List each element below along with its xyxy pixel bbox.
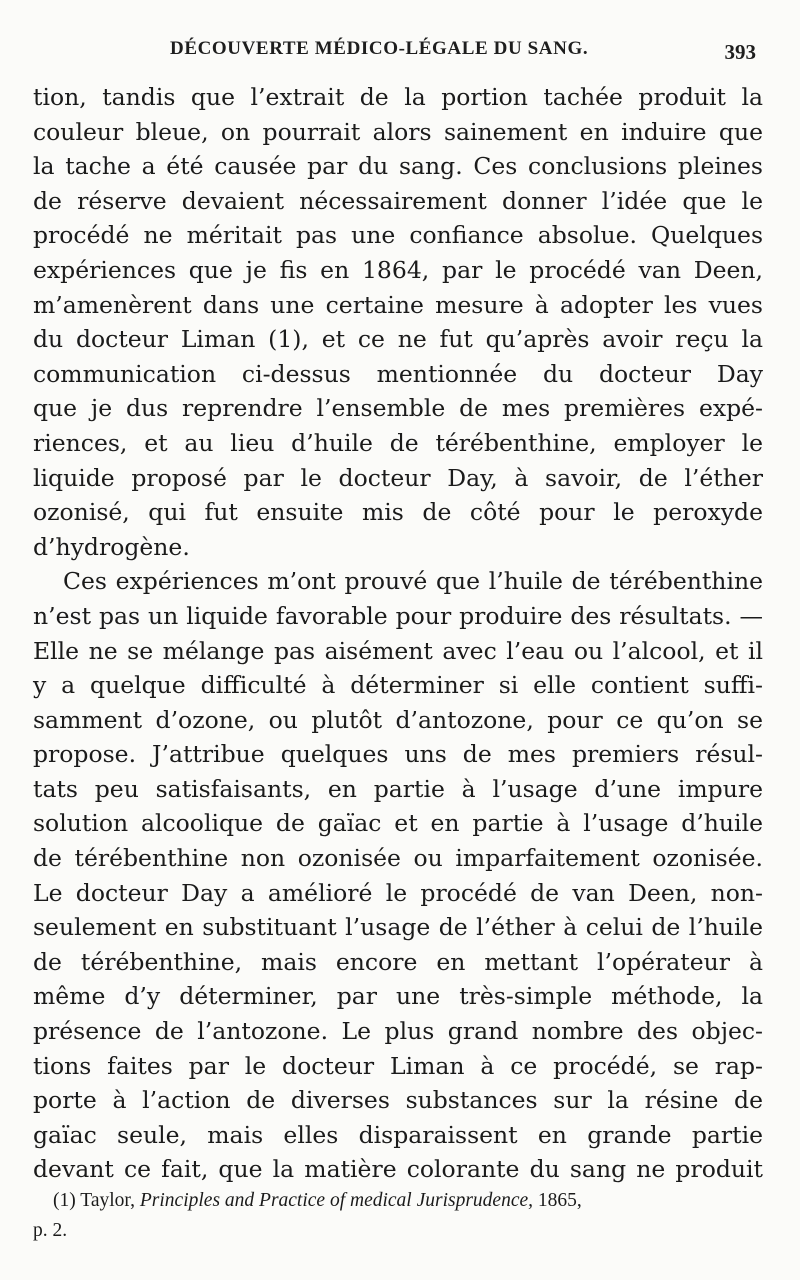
footnote-author: Taylor,	[80, 1190, 135, 1211]
footnote-line	[33, 1186, 753, 1216]
text-line: seulement en substituant l’usage de l’éther à celui de l’huile	[33, 913, 763, 942]
text-line: que je dus reprendre l’ensemble de mes premières expé-	[33, 394, 763, 423]
running-head: DÉCOUVERTE MÉDICO-LÉGALE DU SANG.	[170, 38, 589, 59]
text-line: couleur bleue, on pourrait alors sainement en induire que	[33, 117, 763, 146]
body-text	[33, 80, 763, 1187]
text-line: tions faites par le docteur Liman à ce procédé, se rap-	[33, 1051, 763, 1080]
text-line: Ces expériences m’ont prouvé que l’huile de térébenthine	[63, 567, 763, 596]
footnote-marker: (1)	[53, 1190, 76, 1211]
footnote-line	[33, 1216, 753, 1246]
text-line: Elle ne se mélange pas aisément avec l’eau ou l’alcool, et il	[33, 636, 763, 665]
page-number: 393	[724, 40, 756, 64]
footnote-title: Principles and Practice of medical Jurisprudence,	[139, 1190, 534, 1211]
text-line: procédé ne méritait pas une confiance absolue. Quelques	[33, 221, 763, 250]
text-line: présence de l’antozone. Le plus grand nombre des objec-	[33, 1017, 763, 1046]
text-line: gaïac seule, mais elles disparaissent en grande partie	[33, 1120, 763, 1149]
text-line: solution alcoolique de gaïac et en partie à l’usage d’huile	[33, 809, 763, 838]
text-line: y a quelque difficulté à déterminer si elle contient suffi-	[33, 671, 763, 700]
text-line: ozonisé, qui fut ensuite mis de côté pour le peroxyde	[33, 498, 763, 527]
text-line: de térébenthine non ozonisée ou imparfaitement ozonisée.	[33, 844, 763, 873]
text-line: même d’y déterminer, par une très-simple méthode, la	[33, 982, 763, 1011]
text-line: la tache a été causée par du sang. Ces conclusions pleines	[33, 152, 763, 181]
text-line: samment d’ozone, ou plutôt d’antozone, pour ce qu’on se	[33, 705, 763, 734]
footnote	[33, 1186, 753, 1246]
text-line: porte à l’action de diverses substances sur la résine de	[33, 1086, 763, 1115]
text-line: de térébenthine, mais encore en mettant l’opérateur à	[33, 947, 763, 976]
text-line: expériences que je fis en 1864, par le procédé van Deen,	[33, 255, 763, 284]
text-line: n’est pas un liquide favorable pour produire des résultats. —	[33, 601, 763, 630]
footnote-page: p. 2.	[33, 1220, 68, 1241]
text-line: communication ci-dessus mentionnée du docteur Day	[33, 359, 763, 388]
text-line: du docteur Liman (1), et ce ne fut qu’après avoir reçu la	[33, 325, 763, 354]
text-line: propose. J’attribue quelques uns de mes premiers résul-	[33, 740, 763, 769]
text-line: devant ce fait, que la matière colorante du sang ne produit	[33, 1155, 763, 1184]
text-line: tats peu satisfaisants, en partie à l’usage d’une impure	[33, 774, 763, 803]
text-line: liquide proposé par le docteur Day, à savoir, de l’éther	[33, 463, 763, 492]
text-line: tion, tandis que l’extrait de la portion tachée produit la	[33, 83, 763, 111]
footnote-year: 1865,	[537, 1190, 582, 1211]
text-line: m’amenèrent dans une certaine mesure à adopter les vues	[33, 290, 763, 319]
text-line: riences, et au lieu d’huile de térébenthine, employer le	[33, 428, 763, 457]
text-line: d’hydrogène.	[33, 532, 190, 561]
text-line: de réserve devaient nécessairement donner l’idée que le	[33, 186, 763, 215]
text-line: Le docteur Day a amélioré le procédé de van Deen, non-	[33, 878, 763, 907]
